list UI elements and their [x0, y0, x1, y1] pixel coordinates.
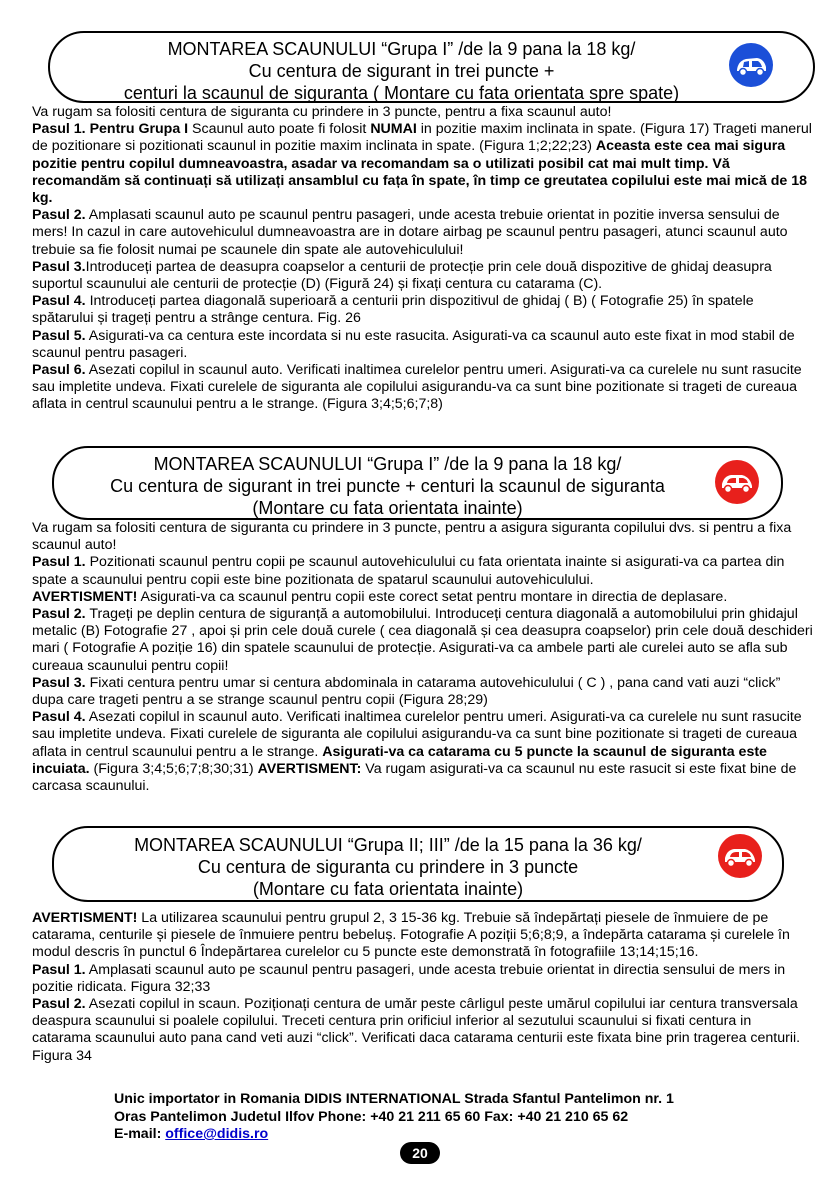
section2-step3-text: Fixati centura pentru umar si centura abdominala in catarama autovehiculului ( C ) , pana cand vati auzi “click” dupa care trageti pentru a se strange scaunul pentru copii (Figura 28;29)	[32, 674, 781, 709]
section3-warning-label: AVERTISMENT!	[32, 910, 138, 926]
section2-step4-label: Pasul 4.	[32, 709, 86, 726]
section3-title-line1: MONTAREA SCAUNULUI “Grupa II; III” /de la 15 pana la 36 kg/	[134, 835, 642, 855]
section2-step2	[32, 606, 814, 675]
section1-step5-label: Pasul 5.	[32, 327, 86, 344]
section1-step2-text: Amplasati scaunul auto pe scaunul pentru pasageri, unde acesta trebuie orientat in pozitie inversa sensului de mers! In cazul in care autovehiculul dumneavoastra are in dotare airbag pe scaunul pentru pasageri, atunci scaunul auto trebuie sa fie folosit numai pe scaunele din spate ale autovehiculului!	[32, 207, 788, 258]
section1-step4-text: Introduceți partea diagonală superioară a centurii prin dispozitivul de ghidaj ( B) ( Fotografie 25) în spatele spătarului și trageți pentru a strânge centura. Fig. 26	[32, 293, 754, 327]
section1-step1-label: Pasul 1. Pentru Grupa I	[32, 121, 189, 138]
section3-step2	[32, 996, 814, 1065]
section1-header	[48, 31, 815, 103]
importer-footer	[114, 1091, 674, 1144]
section2-step4-bold: Asigurati-va ca catarama cu 5 puncte la scaunul de siguranta este incuiata.	[32, 743, 767, 777]
section3-step2-label: Pasul 2.	[32, 996, 86, 1013]
section2-warning	[32, 589, 814, 606]
section1-step1-text-a: Scaunul auto poate fi folosit	[188, 121, 371, 138]
section2-step2-label: Pasul 2.	[32, 606, 86, 623]
section1-step6	[32, 362, 814, 414]
section3-body	[32, 910, 814, 1065]
section3-warning-text: La utilizarea scaunului pentru grupul 2, 3 15-36 kg. Trebuie să îndepărtați piesele de înmuiere de pe catarama, centurile și piesele de înmuiere pentru bebeluș. Fotografie A poziții 5;6;8;9, a îndepărta catarama și curelele în modul descris în punctul 6 Îndepărtarea curelelor cu 5 puncte este demonstrată în fotografiile 13;14;15;16.	[32, 910, 790, 961]
section1-step1-bold: Aceasta este cea mai sigura pozitie pentru copilul dumneavoastra, asadar va recomandam sa o utilizati posibil cat mai mult timp. Vă recomandăm să continuați să utilizați ansamblul cu fața în spate, în timp ce greutatea copilului este mai mică de 18 kg.	[32, 138, 808, 207]
section2-step4	[32, 709, 814, 795]
section1-step2-label: Pasul 2.	[32, 207, 86, 224]
section1-step4-label: Pasul 4.	[32, 293, 86, 310]
forward-facing-car-icon	[715, 460, 759, 504]
section3-step1	[32, 962, 814, 996]
section3-step2-text: Asezati copilul in scaun. Poziționați centura de umăr peste cârligul peste umărul copilului iar centura transversala deaspura scaunului si poalele copilului. Treceti centura prin orificiul inferior al sezutului scaunului si fixati centura in catarama scaunului auto pana cand veti auzi “click”. Verificati daca catarama centurii este fixata bine prin tragerea centurii. Figura 34	[32, 996, 801, 1064]
section2-title-line2: Cu centura de sigurant in trei puncte + centuri la scaunul de siguranta	[110, 476, 665, 496]
section1-step4	[32, 293, 814, 327]
footer-line1: Unic importator in Romania DIDIS INTERNATIONAL Strada Sfantul Pantelimon nr. 1	[114, 1091, 674, 1107]
section2-warning2-text: Va rugam asigurati-va ca scaunul nu este rasucit si este fixat bine de carcasa scaunului.	[32, 760, 797, 795]
section1-title-line1: MONTAREA SCAUNULUI “Grupa I” /de la 9 pana la 18 kg/	[167, 39, 636, 59]
section1-step6-text: Asezati copilul in scaunul auto. Verificati inaltimea curelelor pentru umeri. Asigurati-va ca curelele nu sunt rasucite sau impletite undeva. Fixati curelele de siguranta ale copilului asigurandu-va ca sunt bine pozitionate si trageti de cureaua aflata in centrul scaunului pentru a le strange. (Figura 3;4;5;6;7;8)	[32, 362, 802, 413]
section3-step1-label: Pasul 1.	[32, 961, 86, 978]
section1-intro: Va rugam sa folositi centura de siguranta cu prindere in 3 puncte, pentru a fixa scaunul auto!	[32, 104, 612, 120]
section2-body	[32, 520, 814, 795]
section2-step1-text: Pozitionati scaunul pentru copii pe scaunul autovehiculului cu fata orientata inainte si asigurati-va ca partea din spate a scaunului pentru copii este bine pozitionata de spatarul scaunului autovehiculului.	[32, 554, 785, 588]
forward-facing-car-icon	[718, 834, 762, 878]
section2-step4-text-b: (Figura 3;4;5;6;7;8;30;31)	[89, 760, 258, 777]
footer-email-label: E-mail:	[114, 1126, 166, 1142]
section1-step1-text-b: in pozitie maxim inclinata in spate. (Figura 17) Trageti manerul de pozitionare si pozitionati scaunul in pozitie maxim inclinata in spate. (Figura 1;2;22;23)	[32, 121, 812, 155]
section2-header	[52, 446, 783, 520]
section2-warning-label: AVERTISMENT!	[32, 588, 138, 605]
section3-title-line3: (Montare cu fata orientata inainte)	[252, 879, 524, 899]
section1-step3	[32, 259, 814, 293]
section2-warning2-label: AVERTISMENT:	[257, 760, 362, 777]
section2-intro: Va rugam sa folositi centura de siguranta cu prindere in 3 puncte, pentru a asigura siguranta copilului dvs. si pentru a fixa scaunul auto!	[32, 520, 792, 554]
section1-title-line2: Cu centura de sigurant in trei puncte +	[248, 61, 555, 81]
page-number: 20	[400, 1142, 440, 1164]
rear-facing-car-icon	[729, 43, 773, 87]
section2-step1-label: Pasul 1.	[32, 554, 86, 571]
section2-title-line1: MONTAREA SCAUNULUI “Grupa I” /de la 9 pana la 18 kg/	[153, 454, 622, 474]
section3-title-line2: Cu centura de siguranta cu prindere in 3 puncte	[197, 857, 579, 877]
section1-step2	[32, 207, 814, 259]
section1-step1	[32, 121, 814, 207]
footer-email-row	[114, 1126, 674, 1144]
section2-step2-text: Trageți pe deplin centura de siguranță a automobilului. Introduceți centura diagonală a automobilului prin ghidajul metalic (B) Fotografie 27 , apoi și prin cele două curele ( cea diagonală și cea deasupra coapselor) prin cele două deschideri mari ( Fotografie A poziție 16) din spatele scaunului de protecție. Asigurati-va ca ambele parti ale curelei auto se afla sub cureaua scaunului pentru copii!	[32, 606, 813, 674]
section2-step4-text: Asezati copilul in scaunul auto. Verificati inaltimea curelelor pentru umeri. Asigurati-va ca curelele nu sunt rasucite sau impletite undeva. Fixati curelele de siguranta ale copilului asigurandu-va ca sunt bine pozitionate si trageti de cureaua aflata in centrul scaunului pentru a le strange.	[32, 709, 802, 760]
section2-step3	[32, 675, 814, 709]
section1-step3-label: Pasul 3.	[32, 258, 86, 275]
section2-step3-label: Pasul 3.	[32, 674, 86, 691]
section3-step1-text: Amplasati scaunul auto pe scaunul pentru pasageri, unde acesta trebuie orientat in directia sensului de mers in pozitie ridicata. Figura 32;33	[32, 961, 786, 995]
section1-title-line3: centuri la scaunul de siguranta ( Montare cu fata orientata spre spate)	[123, 83, 680, 103]
footer-line2: Oras Pantelimon Judetul Ilfov Phone: +40 21 211 65 60 Fax: +40 21 210 65 62	[114, 1108, 629, 1125]
section1-step5	[32, 328, 814, 362]
section3-warning	[32, 910, 814, 962]
section2-step1	[32, 554, 814, 588]
section1-body	[32, 104, 814, 414]
section1-step3-text: Introduceți partea de deasupra coapselor a centurii de protecție prin cele două dispozitive de ghidaj deasupra suportul scaunului ale centurii de protecție (D) (Figură 24) și fixați centura cu catarama (C).	[32, 258, 772, 293]
section2-title-line3: (Montare cu fata orientata inainte)	[252, 498, 523, 518]
section1-step1-numai: NUMAI	[370, 121, 417, 138]
section1-step5-text: Asigurati-va ca centura este incordata si nu este rasucita. Asigurati-va ca scaunul auto este fixat in mod stabil de scaunul pentru pasageri.	[32, 327, 795, 361]
email-link[interactable]: office@didis.ro	[165, 1126, 269, 1142]
section1-step6-label: Pasul 6.	[32, 362, 86, 379]
section3-header	[52, 826, 784, 902]
section2-warning-text: Asigurati-va ca scaunul pentru copii este corect setat pentru montare in directia de deplasare.	[137, 588, 728, 605]
